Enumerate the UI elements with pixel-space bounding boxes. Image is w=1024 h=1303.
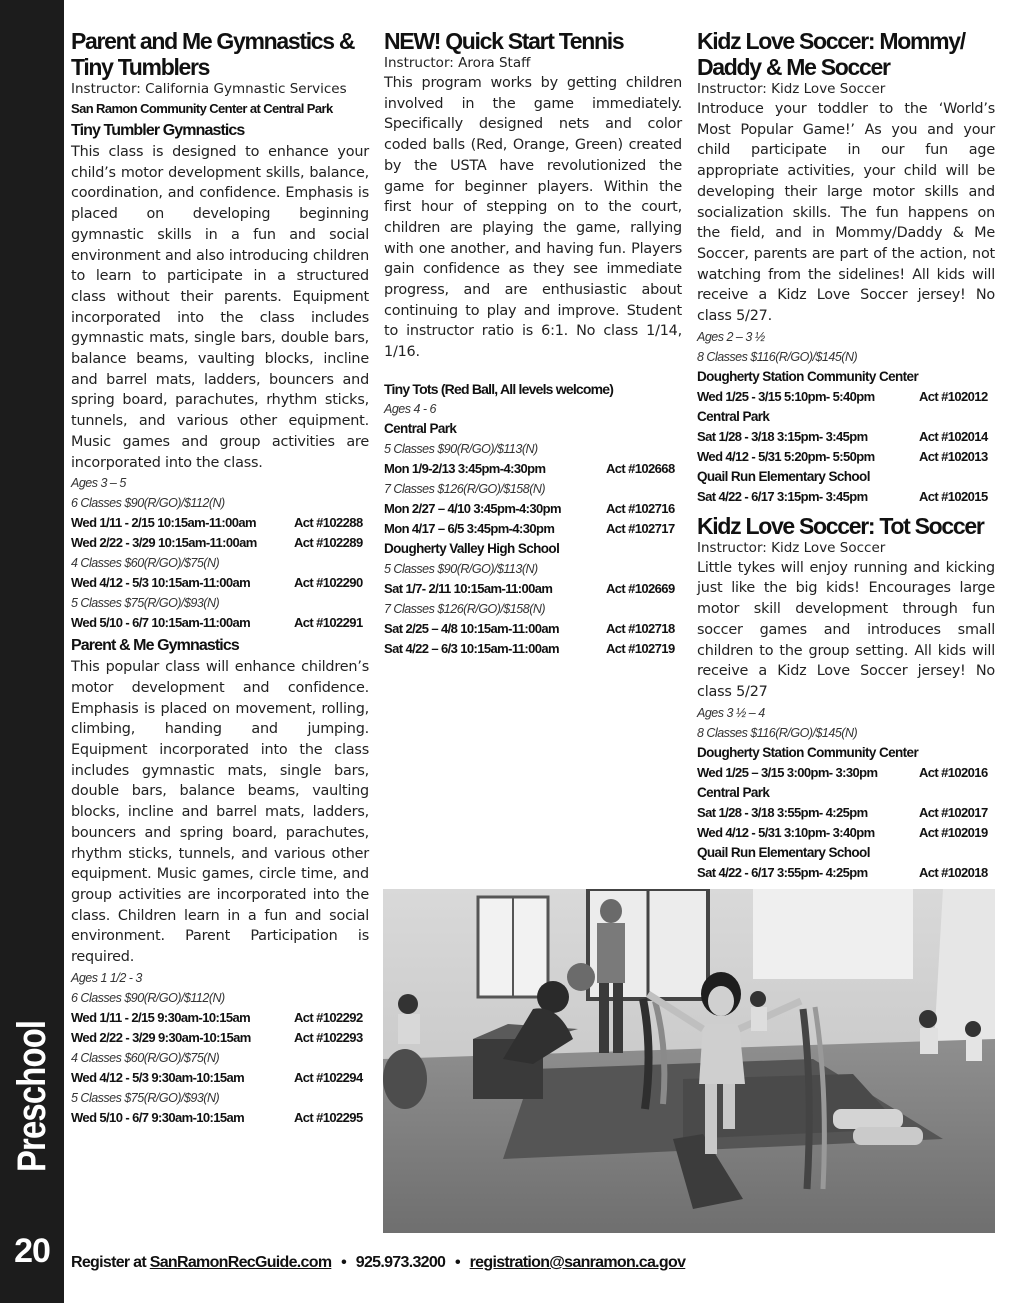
session-when: Sat 1/7- 2/11 10:15am-11:00am	[384, 580, 553, 596]
session-when: Mon 4/17 – 6/5 3:45pm-4:30pm	[384, 520, 555, 536]
footer-website-link[interactable]: SanRamonRecGuide.com	[149, 1254, 332, 1271]
parent-me-description: This popular class will enhance children’s motor development and confidence. Emphasis is placed on movement, rolling, climbing, handing and jumping. Equipment incorporated into the class includes gymnastic mats, single bars, double bars, balance beams, vaulting blocks, incline and barrel mats, ladders, bouncers and spring board, parachutes, rhythm sticks, tunnels, and various other equipment. Music games, circle time, and group activities are incorporated into the class. Children learn in a fun and social environment. Parent Participation is required.	[71, 659, 369, 966]
tennis-sub-heading: Tiny Tots (Red Ball, All levels welcome)	[384, 380, 614, 397]
soccer-title: Kidz Love Soccer: Mommy/ Daddy & Me Soccer	[697, 28, 965, 80]
section-label: Preschool	[10, 1020, 54, 1172]
tot-soccer-instructor: Instructor: Kidz Love Soccer	[697, 539, 886, 556]
session-row	[71, 1028, 369, 1048]
session-row	[697, 803, 995, 823]
session-act: Act #102294	[294, 1069, 363, 1085]
session-act: Act #102013	[919, 448, 988, 464]
session-row	[697, 387, 995, 407]
page-number: 20	[14, 1232, 50, 1270]
session-when: Sat 1/28 - 3/18 3:55pm- 4:25pm	[697, 804, 868, 820]
session-act: Act #102668	[606, 460, 675, 476]
session-when: Mon 1/9-2/13 3:45pm-4:30pm	[384, 460, 546, 476]
soccer-ages: Ages 2 – 3 ½	[697, 329, 765, 344]
parent-me-heading: Parent & Me Gymnastics	[71, 637, 239, 655]
session-act: Act #102012	[919, 388, 988, 404]
session-row	[384, 619, 682, 639]
session-when: Wed 4/12 - 5/31 3:10pm- 3:40pm	[697, 824, 875, 840]
session-act: Act #102019	[919, 824, 988, 840]
session-act: Act #102293	[294, 1029, 363, 1045]
session-row	[384, 459, 682, 479]
tennis-title: NEW! Quick Start Tennis	[384, 28, 624, 54]
session-row	[384, 639, 682, 659]
tot-soccer-fee: 8 Classes $116(R/GO)/$145(N)	[697, 725, 858, 740]
tennis-fee-2: 7 Classes $126(R/GO)/$158(N)	[384, 481, 546, 496]
session-when: Sat 2/25 – 4/8 10:15am-11:00am	[384, 620, 559, 636]
session-act: Act #102719	[606, 640, 675, 656]
gymnastics-title: Parent and Me Gymnastics & Tiny Tumblers	[71, 28, 355, 80]
session-row	[697, 763, 995, 783]
tot-soccer-description: Little tykes will enjoy running and kicking just like the big kids! Encourages large motor skill development through fun soccer games and introduces small children to the group setting. All kids will receive a Kidz Love Soccer jersey! No class 5/27	[697, 559, 995, 700]
session-row	[71, 613, 369, 633]
session-when: Sat 4/22 – 6/3 10:15am-11:00am	[384, 640, 559, 656]
session-when: Wed 4/12 - 5/3 10:15am-11:00am	[71, 575, 251, 591]
gymnastics-location: San Ramon Community Center at Central Park	[71, 101, 333, 116]
footer-email-link[interactable]: registration@sanramon.ca.gov	[469, 1254, 686, 1271]
session-when: Wed 2/22 - 3/29 9:30am-10:15am	[71, 1029, 251, 1045]
column-gymnastics	[71, 28, 369, 1128]
tennis-ages: Ages 4 - 6	[384, 401, 436, 416]
session-act: Act #102018	[919, 864, 988, 880]
tennis-instructor: Instructor: Arora Staff	[384, 55, 531, 71]
session-act: Act #102289	[294, 535, 363, 551]
tot-soccer-location-3: Quail Run Elementary School	[697, 844, 870, 860]
tennis-fee-1: 5 Classes $90(R/GO)/$113(N)	[384, 441, 538, 456]
tiny-tumbler-fee-3: 5 Classes $75(R/GO)/$93(N)	[71, 596, 220, 611]
session-row	[71, 573, 369, 593]
session-row	[71, 513, 369, 533]
session-act: Act #102015	[919, 488, 988, 504]
session-row	[71, 1108, 369, 1128]
session-when: Wed 5/10 - 6/7 10:15am-11:00am	[71, 615, 251, 631]
parent-me-ages: Ages 1 1/2 - 3	[71, 970, 142, 985]
session-row	[697, 447, 995, 467]
footer-phone[interactable]: 925.973.3200	[355, 1254, 446, 1271]
tennis-location-1: Central Park	[384, 420, 457, 436]
gymnastics-instructor: Instructor: California Gymnastic Services	[71, 81, 347, 97]
tiny-tumbler-ages: Ages 3 – 5	[71, 476, 126, 491]
session-act: Act #102716	[606, 500, 675, 516]
session-act: Act #102718	[606, 620, 675, 636]
session-when: Wed 1/11 - 2/15 9:30am-10:15am	[71, 1009, 251, 1025]
soccer-location-3: Quail Run Elementary School	[697, 468, 870, 484]
session-row	[697, 487, 995, 507]
session-row	[71, 533, 369, 553]
tot-soccer-title: Kidz Love Soccer: Tot Soccer	[697, 512, 984, 539]
session-when: Sat 4/22 - 6/17 3:55pm- 4:25pm	[697, 864, 868, 880]
footer	[71, 1252, 685, 1274]
session-when: Wed 2/22 - 3/29 10:15am-11:00am	[71, 535, 257, 551]
session-when: Wed 1/11 - 2/15 10:15am-11:00am	[71, 515, 256, 531]
tiny-tumbler-heading: Tiny Tumbler Gymnastics	[71, 122, 245, 139]
session-act: Act #102291	[294, 615, 363, 631]
session-when: Wed 4/12 - 5/3 9:30am-10:15am	[71, 1069, 245, 1085]
session-act: Act #102288	[294, 515, 363, 531]
session-when: Mon 2/27 – 4/10 3:45pm-4:30pm	[384, 500, 561, 516]
session-row	[384, 579, 682, 599]
soccer-location-1: Dougherty Station Community Center	[697, 368, 919, 384]
parent-me-fee-2: 4 Classes $60(R/GO)/$75(N)	[71, 1050, 220, 1065]
session-row	[384, 519, 682, 539]
tiny-tumbler-fee-2: 4 Classes $60(R/GO)/$75(N)	[71, 556, 220, 571]
tennis-fee-3: 5 Classes $90(R/GO)/$113(N)	[384, 561, 538, 576]
session-when: Wed 1/25 - 3/15 5:10pm- 5:40pm	[697, 388, 875, 404]
session-act: Act #102295	[294, 1109, 363, 1125]
session-when: Wed 1/25 – 3/15 3:00pm- 3:30pm	[697, 764, 878, 780]
session-row	[697, 863, 995, 883]
column-soccer	[697, 28, 995, 883]
session-row	[71, 1008, 369, 1028]
session-act: Act #102717	[606, 520, 675, 536]
session-when: Sat 4/22 - 6/17 3:15pm- 3:45pm	[697, 488, 868, 504]
soccer-fee: 8 Classes $116(R/GO)/$145(N)	[697, 349, 858, 364]
tot-soccer-ages: Ages 3 ½ – 4	[697, 705, 765, 720]
soccer-instructor: Instructor: Kidz Love Soccer	[697, 81, 886, 97]
tennis-description: This program works by getting children involved in the game immediately. Specifically designed nets and color coded balls (Red, Orange, Green) created by the USTA have revolutionized the game for beginner players. Within the first hour of stepping on to the court, children are playing the game, rallying with one another, and having fun. Players gain confidence as they see immediate progress, and are enthusiastic about continuing to play and improve. Student to instructor ratio is 6:1. No class 1/14, 1/16.	[384, 75, 682, 361]
parent-me-fee-3: 5 Classes $75(R/GO)/$93(N)	[71, 1090, 220, 1105]
footer-bullet: •	[455, 1254, 460, 1271]
tot-soccer-location-1: Dougherty Station Community Center	[697, 744, 919, 760]
session-act: Act #102669	[606, 580, 675, 596]
session-when: Wed 5/10 - 6/7 9:30am-10:15am	[71, 1109, 245, 1125]
column-tennis	[384, 28, 682, 659]
tennis-location-2: Dougherty Valley High School	[384, 540, 560, 556]
session-act: Act #102014	[919, 428, 988, 444]
session-when: Sat 1/28 - 3/18 3:15pm- 3:45pm	[697, 428, 868, 444]
tot-soccer-location-2: Central Park	[697, 784, 770, 800]
session-row	[384, 499, 682, 519]
session-row	[697, 823, 995, 843]
session-act: Act #102292	[294, 1009, 363, 1025]
session-act: Act #102017	[919, 804, 988, 820]
footer-bullet: •	[341, 1254, 347, 1271]
gym-class-photo-art	[383, 889, 995, 1233]
soccer-description: Introduce your toddler to the ‘World’s Most Popular Game!’ As you and your child participate in our fun age appropriate activities, your child will be developing their large motor skills and socialization skills. The fun happens on the field, and in Mommy/Daddy & Me Soccer, parents are part of the action, not watching from the sidelines! All kids will receive a Kidz Love Soccer jersey! No class 5/27.	[697, 101, 995, 325]
session-act: Act #102290	[294, 575, 363, 591]
session-act: Act #102016	[919, 764, 988, 780]
tiny-tumbler-description: This class is designed to enhance your child’s motor development skills, balance, coordination, and confidence. Emphasis is placed on developing beginning gymnastic skills in a fun and social environment and also introducing children to learn to participate in a structured class without their parents. Equipment incorporated into the class includes gymnastic mats, single bars, double bars, balance beams, vaulting blocks, incline and barrel mats, ladders, bouncers and spring board, parachutes, rhythm sticks, tunnels, and various other equipment. Music games and group activities are incorporated into the class.	[71, 144, 369, 471]
soccer-location-2: Central Park	[697, 408, 770, 424]
parent-me-fee-1: 6 Classes $90(R/GO)/$112(N)	[71, 990, 225, 1005]
gym-class-photo	[383, 889, 995, 1233]
footer-prefix: Register at	[71, 1254, 146, 1271]
tiny-tumbler-fee-1: 6 Classes $90(R/GO)/$112(N)	[71, 496, 225, 511]
session-row	[697, 427, 995, 447]
sidebar	[0, 0, 64, 1303]
session-row	[71, 1068, 369, 1088]
session-when: Wed 4/12 - 5/31 5:20pm- 5:50pm	[697, 448, 875, 464]
tennis-fee-4: 7 Classes $126(R/GO)/$158(N)	[384, 601, 546, 616]
